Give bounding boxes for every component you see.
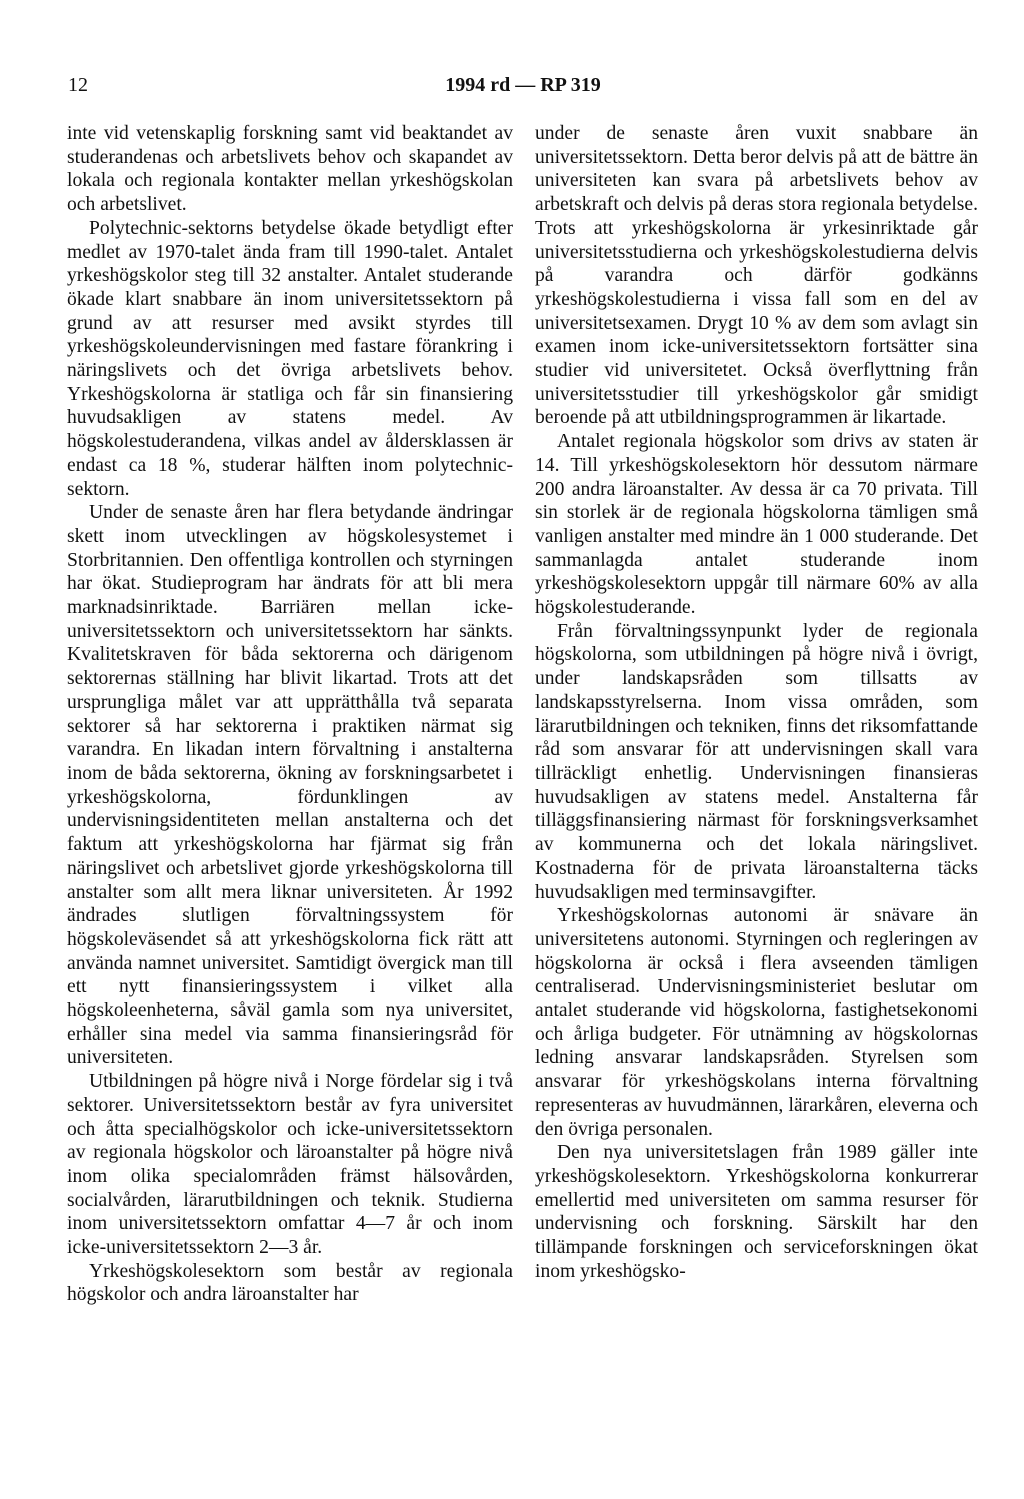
paragraph: Den nya universitetslagen från 1989 gäller inte yrkeshögskolesektorn. Yrkeshögskolorna konkurrerar emellertid med universiteten om samma resurser för undervisning och forskning. Särskilt har den tillämpande forskningen och serviceforskningen ökat inom yrkeshögsko- bbox=[535, 1142, 978, 1282]
running-head: 1994 rd — RP 319 bbox=[445, 74, 601, 96]
page-header bbox=[68, 74, 978, 102]
paragraph: Yrkeshögskolornas autonomi är snävare än universitetens autonomi. Styrningen och regleringen av högskolorna är också i flera avseenden tämligen centraliserad. Undervisningsministeriet beslutar om antalet studerande vid högskolorna, fastighetsekonomi och årliga budgeter. För utnämning av högskolornas ledning ansvarar landskapsråden. Styrelsen som ansvarar för yrkeshögskolans interna förvaltning representeras av huvudmännen, lärarkåren, eleverna och den övriga personalen. bbox=[535, 905, 978, 1140]
right-column bbox=[535, 122, 978, 1283]
page-number: 12 bbox=[68, 74, 88, 96]
paragraph: Utbildningen på högre nivå i Norge fördelar sig i två sektorer. Universitetssektorn består av fyra universitet och åtta specialhögskolor och icke-universitetssektorn av regionala högskolor och läroanstalter på högre nivå inom olika specialområden främst hälsovården, socialvården, lärarutbildningen och teknik. Studierna inom universitetssektorn omfattar 4—7 år och inom icke-universitetssektorn 2—3 år. bbox=[67, 1071, 513, 1259]
left-column bbox=[67, 122, 513, 1307]
paragraph: Från förvaltningssynpunkt lyder de regionala högskolorna, som utbildningen på högre nivå i övrigt, under landskapsråden som tillsatts av landskapsstyrelserna. Inom vissa områden, som lärarutbildningen och tekniken, finns det riksomfattande råd som ansvarar för att undervisningen skall vara tillräckligt enhetlig. Undervisningen finansieras huvudsakligen av statens medel. Anstalterna får tilläggsfinansiering närmast för forskningsverksamhet av kommunerna och det lokala näringslivet. Kostnaderna för de privata läroanstalterna täcks huvudsakligen med terminsavgifter. bbox=[535, 620, 978, 903]
paragraph: under de senaste åren vuxit snabbare än universitetssektorn. Detta beror delvis på att de bättre än universiteten kan svara på arbetslivets behov av arbetskraft och delvis på deras stora regionala betydelse. Trots att yrkeshögskolorna är yrkesinriktade går universitetsstudierna och yrkeshögskolestudierna delvis på varandra och därför godkänns yrkeshögskolestudierna i vissa fall som en del av universitetsexamen. Drygt 10 % av dem som avlagt sin examen inom icke-universitetssektorn fortsätter sina studier vid universitetet. Också överflyttning från universitetsstudier till yrkeshögskolor går smidigt beroende på att utbildningsprogrammen är likartade. bbox=[535, 123, 978, 429]
paragraph: Under de senaste åren har flera betydande ändringar skett inom utvecklingen av högskolesystemet i Storbritannien. Den offentliga kontrollen och styrningen har ökat. Studieprogram har ändrats för att bli mera marknadsinriktade. Barriären mellan icke-universitetssektorn och universitetssektorn har sänkts. Kvalitetskraven för båda sektorerna och därigenom sektorernas ställning har blivit likartad. Trots att det ursprungliga målet var att upprätthålla två separata sektorer så har sektorerna i praktiken närmat sig varandra. En likadan intern förvaltning i anstalterna inom de båda sektorerna, ökning av forskningsarbetet i yrkeshögskolorna, fördunklingen av undervisningsidentiteten mellan anstalterna och det faktum att yrkeshögskolorna har fjärmat sig från näringslivet och arbetslivet gjorde yrkeshögskolorna till anstalter som allt mera liknar universiteten. År 1992 ändrades slutligen förvaltningssystem för högskoleväsendet så att yrkeshögskolorna fick rätt att använda namnet universitet. Samtidigt övergick man till ett nytt finansieringssystem i vilket alla högskoleenheterna, såväl gamla som nya universitet, erhåller sina medel via samma finansieringsråd för universiteten. bbox=[67, 502, 513, 1069]
paragraph: Polytechnic-sektorns betydelse ökade betydligt efter medlet av 1970-talet ända fram till 1990-talet. Antalet yrkeshögskolor steg till 32 anstalter. Antalet studerande ökade klart snabbare än inom universitetssektorn på grund av att resurser med avsikt styrdes till yrkeshögskoleundervisningen med fastare förankring i näringslivets och det övriga arbetslivets behov. Yrkeshögskolorna är statliga och får sin finansiering huvudsakligen av statens medel. Av högskolestuderandena, vilkas andel av åldersklassen är endast ca 18 %, studerar hälften inom polytechnic-sektorn. bbox=[67, 217, 513, 500]
paragraph: inte vid vetenskaplig forskning samt vid beaktandet av studerandenas och arbetslivets behov och skapandet av lokala och regionala kontakter mellan yrkeshögskolan och arbetslivet. bbox=[67, 123, 513, 216]
paragraph: Yrkeshögskolesektorn som består av regionala högskolor och andra läroanstalter har bbox=[67, 1260, 513, 1306]
paragraph: Antalet regionala högskolor som drivs av staten är 14. Till yrkeshögskolesektorn hör dessutom närmare 200 andra läroanstalter. Av dessa är ca 70 privata. Till sin storlek är de regionala högskolorna tämligen små vanligen anstalter med mindre än 1 000 studerande. Det sammanlagda antalet studerande inom yrkeshögskolesektorn uppgår till närmare 60% av alla högskolestuderande. bbox=[535, 431, 978, 619]
